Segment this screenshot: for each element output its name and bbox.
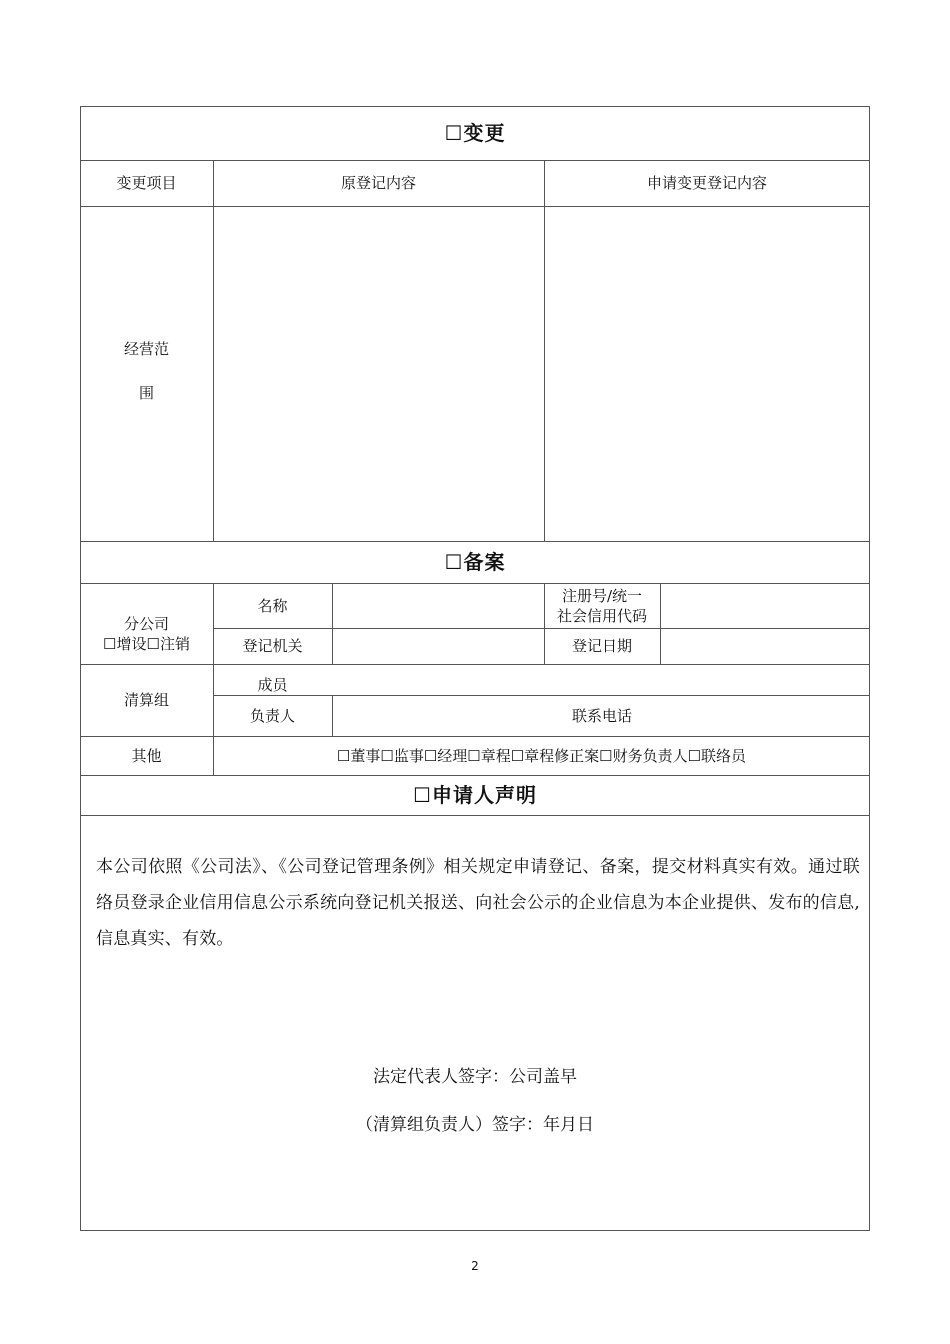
authority-field[interactable] [333, 629, 543, 663]
liquidation-signature-line: （清算组负责人）签字：年月日 [356, 1115, 594, 1135]
change-heading: ☐变更 [444, 121, 506, 145]
members-field[interactable] [333, 665, 869, 694]
requested-content-header: 申请变更登记内容 [646, 174, 767, 192]
person-in-charge-label: 负责人 [249, 706, 295, 725]
reg-date-label: 登记日期 [571, 637, 632, 655]
reg-number-label-line2: 社会信用代码 [556, 606, 647, 625]
reg-date-field[interactable] [661, 629, 869, 663]
requested-content-field[interactable] [545, 207, 869, 540]
legal-rep-signature-line: 法定代表人签字：公司盖早 [373, 1067, 577, 1087]
rule [80, 815, 870, 816]
name-field[interactable] [333, 584, 543, 627]
contact-phone-field[interactable] [661, 696, 869, 735]
reg-number-field[interactable] [661, 584, 869, 627]
change-item-header: 变更项目 [116, 174, 177, 192]
original-content-header: 原登记内容 [340, 174, 416, 192]
liquidation-label: 清算组 [123, 691, 169, 709]
contact-phone-label: 联系电话 [571, 706, 632, 725]
original-content-field[interactable] [214, 207, 543, 540]
reg-number-label-line1: 注册号/统一 [561, 586, 643, 605]
declaration-heading: ☐申请人声明 [413, 783, 537, 807]
branch-options[interactable]: ☐增设☐注销 [103, 634, 190, 653]
business-scope-label [80, 206, 213, 541]
reg-number-label [544, 583, 660, 628]
business-scope-label-line1: 经营范 [123, 339, 169, 358]
business-scope-label-line2: 围 [138, 383, 154, 402]
name-label: 名称 [257, 596, 288, 615]
members-label: 成员 [257, 676, 288, 694]
person-in-charge-field[interactable] [333, 696, 543, 735]
branch-label-line1: 分公司 [123, 614, 169, 633]
page-number: 2 [471, 1259, 479, 1273]
declaration-statement: 本公司依照《公司法》、《公司登记管理条例》相关规定申请登记、备案，提交材料真实有效。通过联络员登录企业信用信息公示系统向登记机关报送、向社会公示的企业信息为本企业提供、发布的信息,信息真实、有效。 [96, 857, 860, 949]
filing-heading: ☐备案 [444, 550, 506, 574]
other-label: 其他 [131, 746, 162, 765]
branch-label [80, 583, 213, 664]
authority-label: 登记机关 [242, 637, 303, 655]
other-options[interactable]: ☐董事☐监事☐经理☐章程☐章程修正案☐财务负责人☐联络员 [336, 746, 747, 765]
